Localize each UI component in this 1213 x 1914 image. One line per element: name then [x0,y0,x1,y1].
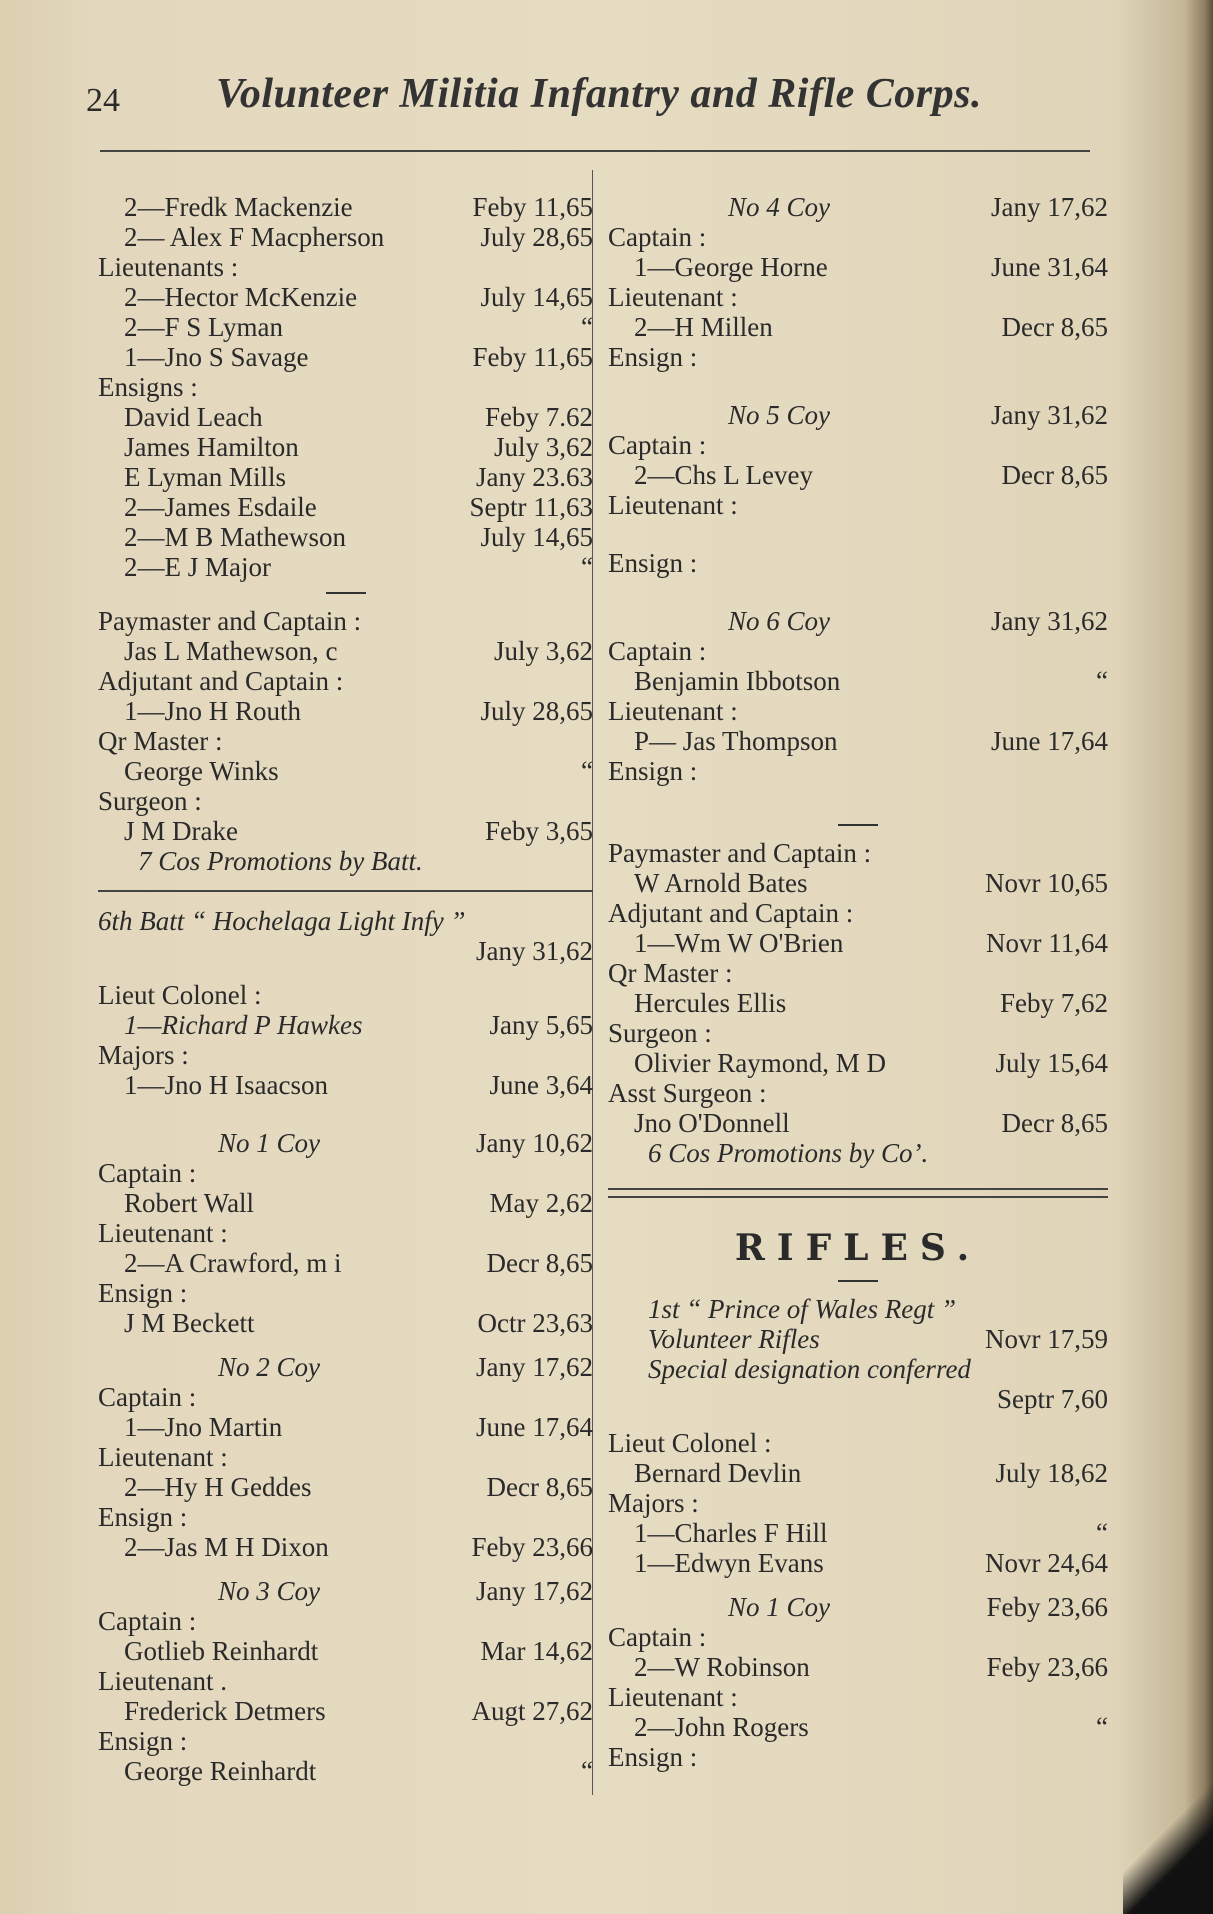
entry-text: Asst Surgeon : [608,1078,767,1108]
entry-text: No 1 Coy [728,1592,831,1622]
spacer [608,520,1108,548]
entry-date: July 3,62 [493,432,593,462]
entry-text: Lieutenant : [98,1442,228,1472]
entry-row [98,786,593,816]
entry-text: Ensign : [608,756,698,786]
entry-text: Lieutenant : [608,1682,738,1712]
entry-row [98,1442,593,1472]
entry-row [98,522,593,552]
entry-text: 2—Hector McKenzie [124,282,358,312]
entry-text: W Arnold Bates [634,868,808,898]
entry-row [608,1048,1108,1078]
entry-date: Jany 31,62 [476,936,593,966]
entry-text: Lieutenants : [98,252,239,282]
entry-text: Lieut Colonel : [98,980,262,1010]
entry-text: 1st “ Prince of Wales Regt ” [648,1294,956,1324]
entry-row [608,490,1108,520]
entry-text: Majors : [98,1040,189,1070]
header-rule [100,150,1090,152]
entry-date: Jany 31,62 [991,606,1108,636]
entry-text: E Lyman Mills [124,462,286,492]
entry-text: 6 Cos Promotions by Co’. [648,1138,929,1168]
entry-text: Paymaster and Captain : [98,606,362,636]
entry-date: Jany 23.63 [476,462,593,492]
entry-date: Decr 8,65 [1001,1108,1108,1138]
entry-text: No 6 Coy [728,606,831,636]
entry-text: J M Beckett [124,1308,255,1338]
entry-text: Captain : [98,1382,197,1412]
spacer [608,1414,1108,1428]
section-heading: RIFLES. [734,1227,982,1269]
entry-date: “ [1096,666,1108,696]
entry-text: 2—A Crawford, m i [124,1248,342,1278]
entry-row [608,1384,1108,1414]
entry-date: Feby 11,65 [472,342,593,372]
entry-row [98,1666,593,1696]
entry-text: 7 Cos Promotions by Batt. [138,846,423,876]
spacer [608,786,1108,814]
entry-date: Feby 11,65 [472,192,593,222]
entry-row [608,928,1108,958]
entry-text: Qr Master : [98,726,223,756]
entry-text: No 5 Coy [728,400,831,430]
entry-row [98,636,593,666]
entry-date: July 15,64 [995,1048,1108,1078]
entry-row [98,756,593,786]
entry-row [98,552,593,582]
entry-date: Novr 24,64 [985,1548,1108,1578]
entry-date: July 18,62 [995,1458,1108,1488]
entry-text: 1—Wm W O'Brien [634,928,844,958]
entry-row [608,1018,1108,1048]
entry-text: Majors : [608,1488,699,1518]
entry-date: Decr 8,65 [1001,460,1108,490]
entry-date: Feby 7.62 [485,402,593,432]
entry-text: Ensign : [98,1502,188,1532]
entry-row [98,252,593,282]
entry-row [608,1682,1108,1712]
entry-date: Septr 7,60 [997,1384,1108,1414]
entry-row [608,1294,1108,1324]
running-title: Volunteer Militia Infantry and Rifle Corps. [216,71,982,117]
entry-row [98,980,593,1010]
page-header [86,70,1086,140]
page-corner-shadow [1123,1784,1213,1914]
entry-text: 2—Fredk Mackenzie [124,192,353,222]
entry-date: Decr 8,65 [486,1248,593,1278]
entry-date: Octr 23,63 [477,1308,593,1338]
entry-row [608,1488,1108,1518]
entry-text: Robert Wall [124,1188,255,1218]
entry-row [608,726,1108,756]
spacer [608,1578,1108,1592]
entry-text: Surgeon : [608,1018,712,1048]
entry-row [98,402,593,432]
entry-row [608,1458,1108,1488]
entry-row [98,342,593,372]
entry-text: 1—Charles F Hill [634,1518,828,1548]
entry-text: 2—James Esdaile [124,492,317,522]
entry-text: Hercules Ellis [634,988,787,1018]
entry-row [608,756,1108,786]
entry-date: Decr 8,65 [486,1472,593,1502]
entry-text: 2— Alex F Macpherson [124,222,385,252]
entry-text: No 3 Coy [218,1576,321,1606]
company-heading [608,192,1108,222]
entry-text: George Reinhardt [124,1756,317,1786]
entry-text: 2—H Millen [634,312,773,342]
entry-text: No 4 Coy [728,192,831,222]
entry-row [98,492,593,522]
entry-row [98,1606,593,1636]
entry-date: Augt 27,62 [471,1696,593,1726]
entry-date: “ [1096,1518,1108,1548]
entry-text: Ensign : [98,1278,188,1308]
entry-text: Captain : [608,222,707,252]
entry-row [98,1756,593,1786]
entry-date: Jany 17,62 [991,192,1108,222]
entry-row [608,1428,1108,1458]
entry-date: Feby 23,66 [471,1532,593,1562]
entry-date: Feby 7,62 [1000,988,1108,1018]
entry-date: July 14,65 [480,522,593,552]
entry-row [98,432,593,462]
entry-text: Adjutant and Captain : [98,666,344,696]
entry-date: Novr 17,59 [985,1324,1108,1354]
entry-row [98,192,593,222]
entry-date: May 2,62 [489,1188,593,1218]
company-heading [608,400,1108,430]
entry-row [98,1278,593,1308]
entry-text: 2—Hy H Geddes [124,1472,312,1502]
entry-row [608,666,1108,696]
entry-row [608,1622,1108,1652]
entry-text: Captain : [608,1622,707,1652]
entry-date: Decr 8,65 [1001,312,1108,342]
entry-row [608,636,1108,666]
entry-row [608,988,1108,1018]
entry-date: June 31,64 [991,252,1108,282]
entry-date: Novr 10,65 [985,868,1108,898]
entry-text: Lieutenant : [98,1218,228,1248]
entry-date: Jany 17,62 [476,1576,593,1606]
entry-row [98,1502,593,1532]
section-rule [326,592,366,594]
entry-row [608,898,1108,928]
entry-row [608,430,1108,460]
entry-text: Lieutenant : [608,282,738,312]
entry-text: Special designation conferred [648,1354,971,1384]
spacer [98,1100,593,1128]
entry-date: Feby 23,66 [986,1592,1108,1622]
entry-text: Jno O'Donnell [634,1108,790,1138]
entry-text: Ensign : [608,342,698,372]
entry-row [98,1636,593,1666]
company-heading [608,1592,1108,1622]
entry-text: Captain : [608,430,707,460]
entry-text: No 2 Coy [218,1352,321,1382]
entry-row [608,1712,1108,1742]
right-column [608,192,1108,1772]
entry-text: Benjamin Ibbotson [634,666,841,696]
entry-row [98,372,593,402]
entry-text: Olivier Raymond, M D [634,1048,886,1078]
entry-row [98,936,593,966]
spacer [98,966,593,980]
entry-row [608,312,1108,342]
entry-text: Qr Master : [608,958,733,988]
entry-row [608,548,1108,578]
entry-row [608,1354,1108,1384]
entry-row [98,726,593,756]
entry-text: 2—W Robinson [634,1652,810,1682]
entry-row [98,312,593,342]
entry-row [98,1412,593,1442]
entry-row [608,868,1108,898]
left-column [98,192,593,1786]
entry-row [98,1010,593,1040]
entry-row [608,1742,1108,1772]
double-divider [608,1188,1108,1198]
entry-date: “ [581,1756,593,1786]
entry-row [98,696,593,726]
entry-text: 2—E J Major [124,552,271,582]
entry-row [98,1158,593,1188]
entry-date: Jany 17,62 [476,1352,593,1382]
entry-date: Jany 5,65 [489,1010,593,1040]
entry-row [98,222,593,252]
entry-row [608,958,1108,988]
entry-text: 1—Jno S Savage [124,342,309,372]
entry-text: George Winks [124,756,279,786]
entry-text: 1—Jno Martin [124,1412,283,1442]
entry-text: No 1 Coy [218,1128,321,1158]
entry-row [98,1308,593,1338]
spacer [98,1338,593,1352]
section-rule [838,824,878,826]
company-heading [98,1352,593,1382]
entry-date: Septr 11,63 [469,492,593,522]
entry-date: Jany 10,62 [476,1128,593,1158]
entry-text: Captain : [98,1158,197,1188]
entry-text: Paymaster and Captain : [608,838,872,868]
entry-row [608,1652,1108,1682]
entry-row [608,282,1108,312]
entry-date: Feby 3,65 [485,816,593,846]
entry-row [98,1040,593,1070]
entry-text: Gotlieb Reinhardt [124,1636,319,1666]
entry-text: Lieutenant : [608,490,738,520]
entry-row [608,1108,1108,1138]
entry-row [98,1472,593,1502]
entry-text: Frederick Detmers [124,1696,326,1726]
entry-text: Ensign : [98,1726,188,1756]
entry-text: Ensign : [608,548,698,578]
entry-row [608,460,1108,490]
entry-row [98,1726,593,1756]
section-divider [98,890,593,892]
entry-row [608,222,1108,252]
entry-text: Jas L Mathewson, c [124,636,338,666]
entry-text: Captain : [98,1606,197,1636]
entry-text: 2—Jas M H Dixon [124,1532,329,1562]
entry-row [98,816,593,846]
entry-text: Lieutenant . [98,1666,227,1696]
entry-row [98,1696,593,1726]
entry-text: Adjutant and Captain : [608,898,854,928]
company-heading [608,606,1108,636]
entry-row [98,1248,593,1278]
spacer [98,1562,593,1576]
entry-text: Bernard Devlin [634,1458,802,1488]
entry-text: 1—Richard P Hawkes [124,1010,363,1040]
company-heading [98,1128,593,1158]
spacer [608,578,1108,606]
entry-date: July 28,65 [480,222,593,252]
entry-date: Feby 23,66 [986,1652,1108,1682]
entry-text: 1—Edwyn Evans [634,1548,824,1578]
entry-text: Surgeon : [98,786,202,816]
entry-date: Mar 14,62 [480,1636,593,1666]
entry-text: 2—F S Lyman [124,312,284,342]
entry-date: July 28,65 [480,696,593,726]
company-heading [98,1576,593,1606]
entry-text: P— Jas Thompson [634,726,838,756]
entry-date: July 3,62 [493,636,593,666]
entry-row [608,252,1108,282]
entry-row [608,1518,1108,1548]
entry-date: “ [581,552,593,582]
entry-row [608,1138,1108,1168]
entry-text: 1—Jno H Routh [124,696,302,726]
entry-text: 2—John Rogers [634,1712,809,1742]
page-edge-shadow [1185,0,1213,1914]
entry-row [608,1078,1108,1108]
entry-date: “ [581,756,593,786]
entry-row [98,846,593,876]
entry-text: Lieut Colonel : [608,1428,772,1458]
entry-date: “ [581,312,593,342]
entry-text: James Hamilton [124,432,299,462]
entry-date: Novr 11,64 [986,928,1108,958]
entry-row [98,1532,593,1562]
entry-row [98,606,593,636]
battalion-heading [98,906,593,936]
entry-row [608,1548,1108,1578]
entry-row [98,1382,593,1412]
spacer [608,372,1108,400]
entry-text: Ensigns : [98,372,198,402]
entry-text: Captain : [608,636,707,666]
entry-row [608,342,1108,372]
entry-row [98,1218,593,1248]
entry-row [98,666,593,696]
entry-date: June 3,64 [489,1070,593,1100]
entry-date: July 14,65 [480,282,593,312]
entry-text: J M Drake [124,816,238,846]
entry-row [98,462,593,492]
entry-row [608,1324,1108,1354]
entry-text: Lieutenant : [608,696,738,726]
entry-row [98,282,593,312]
entry-text: 2—M B Mathewson [124,522,346,552]
entry-text: Volunteer Rifles [648,1324,820,1354]
entry-row [98,1070,593,1100]
entry-date: “ [1096,1712,1108,1742]
entry-date: Jany 31,62 [991,400,1108,430]
entry-text: David Leach [124,402,263,432]
entry-date: June 17,64 [476,1412,593,1442]
entry-text: 1—George Horne [634,252,828,282]
entry-date: June 17,64 [991,726,1108,756]
entry-text: 1—Jno H Isaacson [124,1070,328,1100]
entry-row [608,696,1108,726]
entry-text: 6th Batt “ Hochelaga Light Infy ” [98,906,466,936]
page-number: 24 [86,82,120,119]
entry-row [98,1188,593,1218]
section-rule [838,1280,878,1282]
entry-text: Ensign : [608,1742,698,1772]
entry-row [608,838,1108,868]
entry-text: 2—Chs L Levey [634,460,813,490]
